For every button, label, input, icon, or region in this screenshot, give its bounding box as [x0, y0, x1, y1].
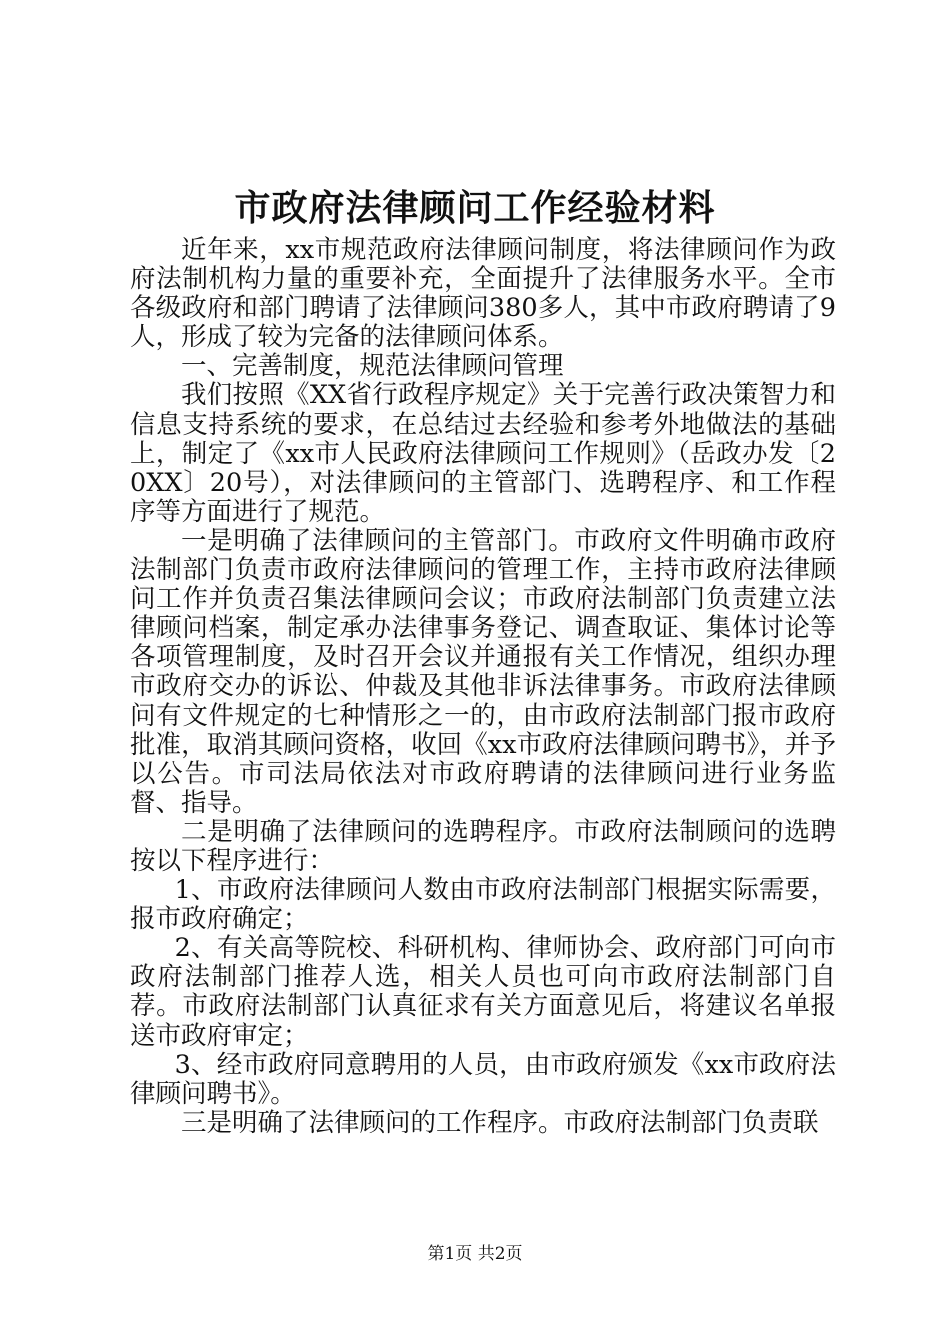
section-heading-1: 一、完善制度，规范法律顾问管理 [181, 351, 564, 382]
paragraph-point-1: 一是明确了法律顾问的主管部门。市政府文件明确市政府法制部门负责市政府法律顾问的管理工作，主持市政府法律顾问工作并负责召集法律顾问会议；市政府法制部门负责建立法律顾问档案，制定承办法律事务登记、调查取证、集体讨论等各项管理制度，及时召开会议并通报有关工作情况，组织办理市政府交办的诉讼、仲裁及其他非诉法律事务。市政府法律顾问有文件规定的七种情形之一的，由市政府法制部门报市政府批准，取消其顾问资格，收回《xx市政府法律顾问聘书》，并予以公告。市司法局依法对市政府聘请的法律顾问进行业务监督、指导。 [130, 525, 836, 818]
list-item-3: 3、经市政府同意聘用的人员，由市政府颁发《xx市政府法律顾问聘书》。 [130, 1049, 836, 1109]
paragraph-point-3: 三是明确了法律顾问的工作程序。市政府法制部门负责联 [181, 1107, 819, 1138]
paragraph-regulation: 我们按照《XX省行政程序规定》关于完善行政决策智力和信息支持系统的要求，在总结过去经验和参考外地做法的基础上，制定了《xx市人民政府法律顾问工作规则》（岳政办发〔20XX〕20号），对法律顾问的主管部门、选聘程序、和工作程序等方面进行了规范。 [130, 380, 836, 527]
page-footer: 第1页 共2页 [427, 1244, 523, 1264]
document-body [130, 236, 836, 1138]
list-item-2: 2、有关高等院校、科研机构、律师协会、政府部门可向市政府法制部门推荐人选，相关人员也可向市政府法制部门自荐。市政府法制部门认真征求有关方面意见后，将建议名单报送市政府审定； [130, 933, 836, 1051]
paragraph-point-2: 二是明确了法律顾问的选聘程序。市政府法制顾问的选聘按以下程序进行： [130, 816, 836, 876]
document-title: 市政府法律顾问工作经验材料 [234, 187, 716, 229]
list-item-1: 1、市政府法律顾问人数由市政府法制部门根据实际需要，报市政府确定； [130, 875, 836, 935]
paragraph-intro: 近年来，xx市规范政府法律顾问制度，将法律顾问作为政府法制机构力量的重要补充，全面提升了法律服务水平。全市各级政府和部门聘请了法律顾问380多人，其中市政府聘请了9人，形成了较为完备的法律顾问体系。 [130, 235, 836, 353]
